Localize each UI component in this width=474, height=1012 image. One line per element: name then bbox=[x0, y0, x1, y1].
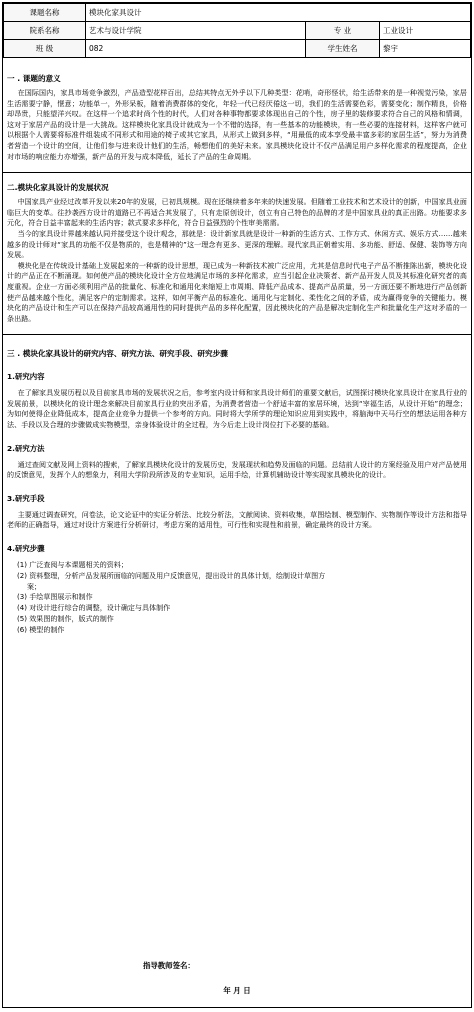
class-row bbox=[4, 40, 471, 58]
list-item: 案； bbox=[27, 581, 42, 591]
list-item: (6) 模型的制作 bbox=[17, 624, 65, 634]
class-label: 班 级 bbox=[4, 40, 86, 58]
student-label: 学生姓名 bbox=[306, 40, 380, 58]
paragraph: 当今的家具设计界越来越认同并接受这个设计观念，那就是：设计新家具就是设计一种新的生活方式、工作方式、休闲方式、娱乐方式……越来越多的设计师对“家具的功能不仅是物质的，也是精神的”这一理念有更多、更深的理解。现代家具正朝着实用、多功能、舒适、保健、装饰等方向发展。 bbox=[7, 228, 467, 260]
paragraph: 中国家具产业经过改革开发以来20年的发展，已初具规模。现在还继续着多年来的快速发展。但随着工业技术和艺术设计的创新，中国家具业面临巨大的变革。往抄袭西方设计的道路已不再适合其发展了，只有走原创设计，创立有自己特色的品牌的才是中国家具业的真正出路。功能要求多元化，符合日益丰富起来的生活内容；款式要求多样化，符合日益强烈的个性审美需需。 bbox=[7, 197, 467, 228]
proposal-form bbox=[2, 2, 472, 1008]
title-value: 模块化家具设计 bbox=[86, 4, 471, 22]
title-label: 课题名称 bbox=[4, 4, 86, 22]
section-research bbox=[3, 334, 471, 637]
paragraph: 模块化是在传统设计基础上发展起来的一种新的设计思想，现已成为一种新技术被广泛应用，尤其是信息时代电子产品不断推陈出新，模块化设计的产品正在不断涌现。如何使产品的模块化设计全方位地满足市场的多样化需求，应当引起企业决策者、新产品开发人员及其标准化研究者的高度重视。企业一方面必须利用产品的批量化、标准化和通用化来缩短上市周期、降低产品成本、提高产品质量，另一方面还要不断地进行产品创新使产品越来越个性化，满足客户的定制需求。这样，如何平衡产品的标准化、通用化与定制化、柔性化之间的矛盾，成为赢得竞争的关键能力。模块化的产品设计和生产可以在保持产品较高通用性的同时提供产品的多样化配置，因此模块化的产品是解决定制化生产和批量化生产这对矛盾的一条出路。 bbox=[7, 260, 467, 323]
title-row bbox=[4, 4, 471, 22]
section-heading: 二.模块化家具设计的发展状况 bbox=[7, 183, 109, 193]
list-item: (1) 广泛查阅与本课题相关的资料； bbox=[17, 560, 128, 570]
list-item: (2) 资料整理，分析产品发展所面临的问题及用户反馈意见，提出设计的具体计划，绘制设计草图方 bbox=[17, 570, 326, 580]
subsection-title: 3.研究手段 bbox=[7, 493, 45, 503]
paragraph: 通过查阅文献及网上资料的搜索，了解家具模块化设计的发展历史，发展现状和趋势及面临的问题。总结前人设计的方案经验及用户对产品使用的反馈意见，发挥个人的想象力，利用大学阶段所涉及的专业知识，运用手绘，计算机辅助设计等实现家具模块化的设计。 bbox=[7, 459, 467, 480]
section-heading: 三 . 模块化家具设计的研究内容、研究方法、研究手段、研究步骤 bbox=[7, 349, 228, 359]
dept-value: 艺术与设计学院 bbox=[86, 22, 306, 40]
subsection-title: 4.研究步骤 bbox=[7, 544, 45, 554]
student-value: 黎宇 bbox=[380, 40, 471, 58]
info-table bbox=[3, 3, 471, 58]
dept-label: 院系名称 bbox=[4, 22, 86, 40]
list-item: (4) 对设计进行综合的调整，设计确定与具体制作 bbox=[17, 603, 171, 613]
major-value: 工业设计 bbox=[380, 22, 471, 40]
major-label: 专 业 bbox=[306, 22, 380, 40]
list-item: (5) 效果图的制作，版式的制作 bbox=[17, 614, 114, 624]
paragraph: 主要通过调查研究，问卷法，论文论证中的实证分析法、比较分析法，文献阅读、资料收集，草图绘制、模型制作、实物制作等设计方法和指导老师的正确指导，通过对设计方案进行分析研讨，考虑方案的适用性，可行性和实现性和前景，确定最终的设计方案。 bbox=[7, 509, 467, 530]
paragraph: 在国际国内，家具市场竞争激烈，产品造型花样百出，总结其特点无外乎以下几种类型：花哨，奇形怪状，给生活带来的是一种视觉污染，家居生活需要宁静，惬意；功能单一，外形呆板，随着消费群体的变化，年轻一代已经厌倦这一切，我们的生活需要色彩，需要变化；制作精良，价格却昂贵，只能望洋兴叹。在这样一个追求时尚个性的时代，人们对各种事物都要求体现出自己的个性，房子里的装修要求符合自己的风格和情调，这对于家居产品的设计是一大挑战。这样模块化家具设计就成为一个不错的选择，有一些基本的功能模块，有一些必要的连接材料，这样客户就可以根据个人需要将标准件组装成不同形式和用途的椅子或其它家具，从形式上做到多样，“用最低的成本享受最丰富多彩的家居生活”，努力为消费者营造一个设计的空间，让他们参与进来设计他们的生活，畅想他们的美好未来。家具模块化设计不仅产品满足用户多样化需求的程度提高，企业对市场的响应能力亦增强，新产品的开发与成本降低，延长了产品的生命周期。 bbox=[7, 88, 467, 161]
signature-date: 年 月 日 bbox=[223, 986, 251, 995]
class-value: 082 bbox=[86, 40, 306, 58]
steps-list bbox=[17, 560, 467, 636]
advisor-signature-label: 指导教师签名： bbox=[143, 961, 195, 970]
dept-row bbox=[4, 22, 471, 40]
list-item: (3) 手绘草图展示和制作 bbox=[17, 592, 93, 602]
subsection-title: 1.研究内容 bbox=[7, 372, 45, 382]
section-significance bbox=[3, 58, 471, 164]
subsection-title: 2.研究方法 bbox=[7, 443, 45, 453]
section-heading: 一 . 课题的意义 bbox=[7, 74, 61, 83]
paragraph: 在了解家具发展历程以及目前家具市场的发展状况之后，参考室内设计师和家具设计师们的重要文献后，试图探讨模块化家具设计在家具行业的发展前景，以模块化的设计理念来解决目前家具行业的突出矛盾，为消费者营造一个舒适丰富的家居环境，达到“宰福生活，从设计开始”的理念；为如何使得企业降低成本，提高企业竞争力提供一个参考的方向。同时将大学所学的理论知识应用到实践中，将脑海中天马行空的想法运用各种方法、手段以及合理的步骤做成实物模型，亲身体验设计的全过程，为今后走上设计岗位打下必要的基础。 bbox=[7, 388, 467, 430]
section-development bbox=[3, 172, 471, 326]
